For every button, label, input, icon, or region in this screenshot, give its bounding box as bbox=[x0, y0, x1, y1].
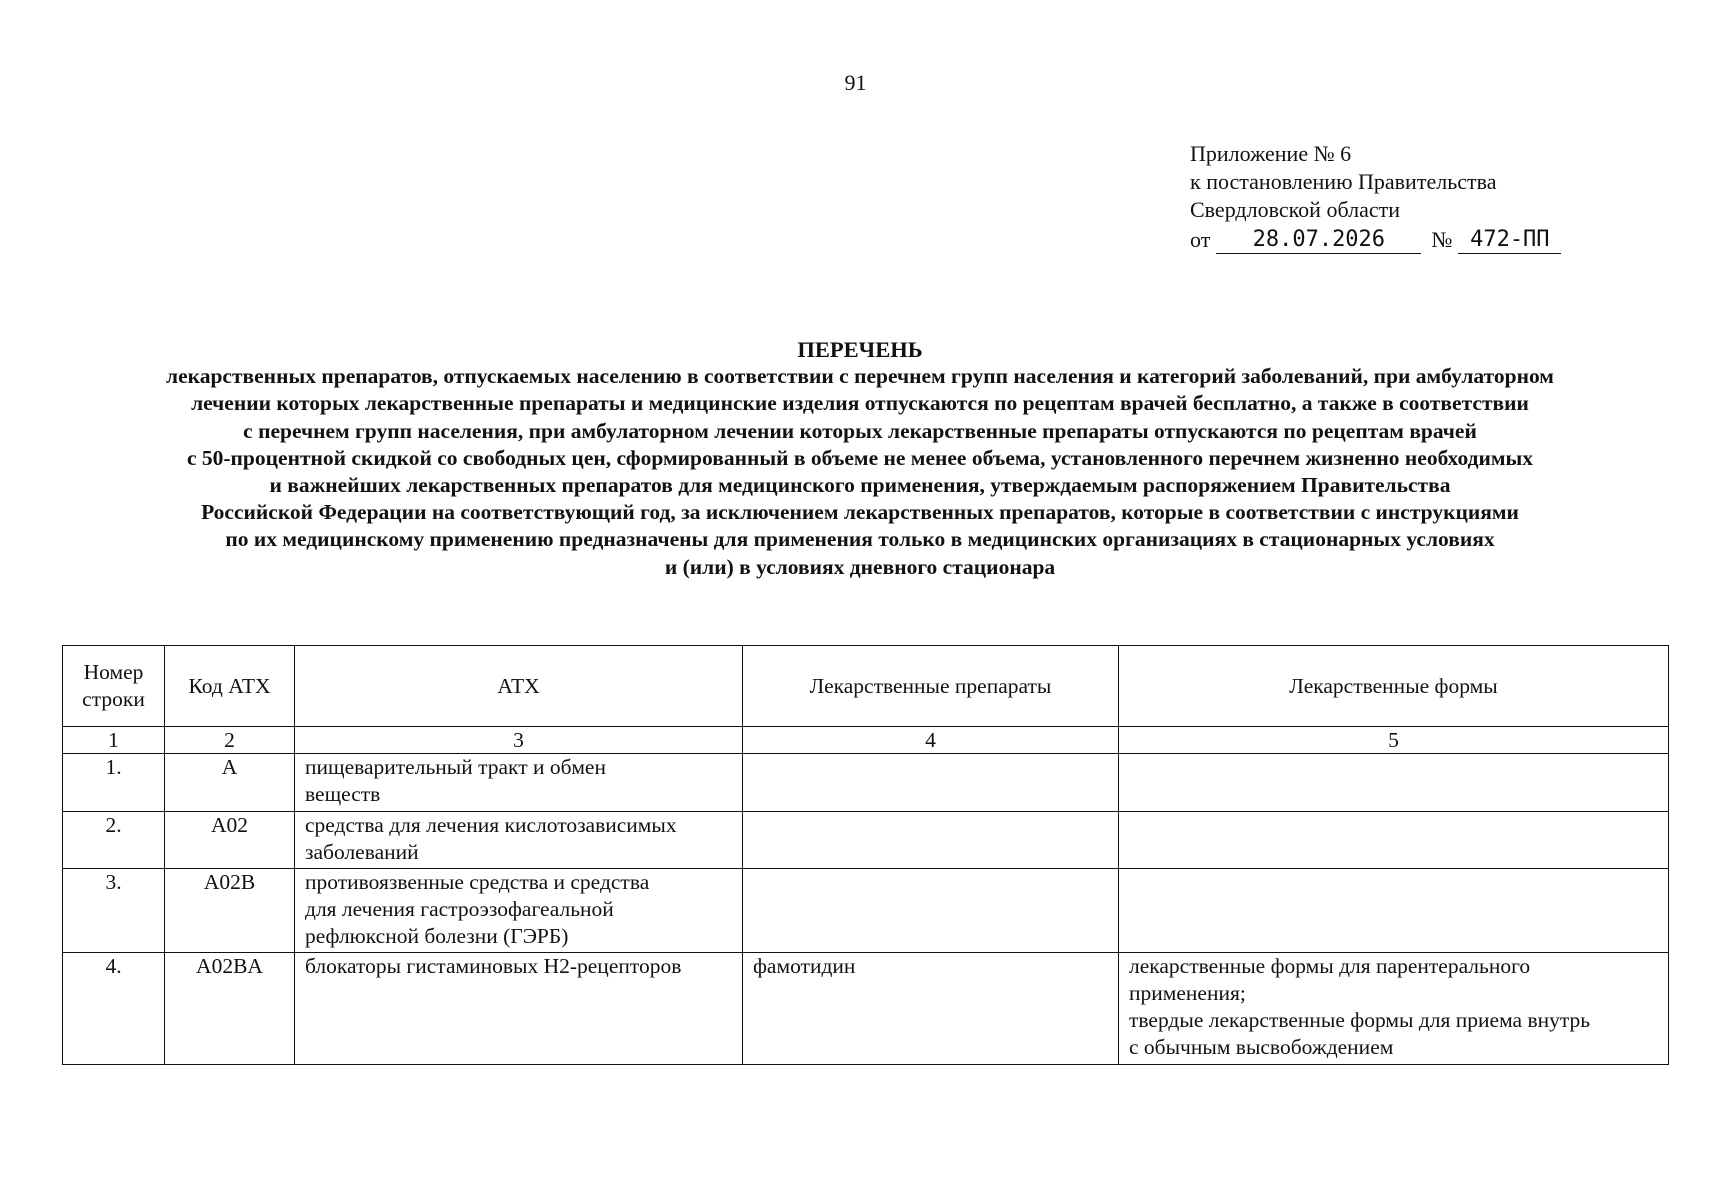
page-number: 91 bbox=[844, 70, 867, 95]
row-number: 3. bbox=[63, 869, 165, 953]
column-number: 3 bbox=[295, 727, 743, 754]
resolution-date: 28.07.2026 bbox=[1216, 227, 1421, 254]
column-number: 4 bbox=[743, 727, 1119, 754]
header-atc: АТХ bbox=[295, 646, 743, 727]
drug-list-table bbox=[62, 645, 1669, 1065]
drug-name: фамотидин bbox=[743, 953, 1119, 1065]
appendix-block bbox=[1190, 140, 1561, 254]
table-row bbox=[63, 869, 1669, 953]
drug-name bbox=[743, 754, 1119, 812]
column-number: 1 bbox=[63, 727, 165, 754]
column-number: 2 bbox=[165, 727, 295, 754]
atc-code: A02B bbox=[165, 869, 295, 953]
row-number: 2. bbox=[63, 812, 165, 869]
drug-forms bbox=[1119, 812, 1669, 869]
title-line: и важнейших лекарственных препаратов для медицинского применения, утверждаемым распоряжением Правительства bbox=[269, 473, 1451, 498]
header-atc-code: Код АТХ bbox=[165, 646, 295, 727]
document-title bbox=[40, 336, 1680, 581]
header-drugs: Лекарственные препараты bbox=[743, 646, 1119, 727]
row-number: 4. bbox=[63, 953, 165, 1065]
title-line: лечении которых лекарственные препараты и медицинские изделия отпускаются по рецептам врачей бесплатно, а также в соответствии bbox=[191, 391, 1529, 416]
atc-code: A02 bbox=[165, 812, 295, 869]
column-number-row bbox=[63, 727, 1669, 754]
atc-description: пищеварительный тракт и обмен веществ bbox=[295, 754, 743, 812]
title-line: с 50-процентной скидкой со свободных цен, сформированный в объеме не менее объема, установленного перечнем жизненно необходимых bbox=[186, 445, 1534, 470]
title-line: лекарственных препаратов, отпускаемых населению в соответствии с перечнем групп населения и категорий заболеваний, при амбулаторном bbox=[166, 364, 1554, 389]
date-prefix: от bbox=[1190, 227, 1211, 252]
drug-forms bbox=[1119, 754, 1669, 812]
appendix-region: Свердловской области bbox=[1190, 197, 1400, 222]
atc-description: блокаторы гистаминовых H2-рецепторов bbox=[295, 953, 743, 1065]
header-row-number: Номер строки bbox=[63, 646, 165, 727]
title-line: с перечнем групп населения, при амбулаторном лечении которых лекарственные препараты отпускаются по рецептам врачей bbox=[243, 418, 1477, 443]
drug-forms bbox=[1119, 869, 1669, 953]
drug-name bbox=[743, 812, 1119, 869]
resolution-number: 472-ПП bbox=[1458, 227, 1561, 254]
table-row bbox=[63, 754, 1669, 812]
row-number: 1. bbox=[63, 754, 165, 812]
header-forms: Лекарственные формы bbox=[1119, 646, 1669, 727]
atc-description: средства для лечения кислотозависимых заболеваний bbox=[295, 812, 743, 869]
atc-code: A02BA bbox=[165, 953, 295, 1065]
number-sign: № bbox=[1431, 227, 1453, 252]
appendix-reference: к постановлению Правительства bbox=[1190, 169, 1497, 194]
title-line: Российской Федерации на соответствующий год, за исключением лекарственных препаратов, которые в соответствии с инструкциями bbox=[201, 500, 1519, 525]
title-line: по их медицинскому применению предназначены для применения только в медицинских организациях в стационарных условиях bbox=[225, 527, 1495, 552]
appendix-date-line bbox=[1190, 226, 1561, 254]
drug-name bbox=[743, 869, 1119, 953]
table-header-row bbox=[63, 646, 1669, 727]
table-row bbox=[63, 953, 1669, 1065]
drug-forms: лекарственные формы для парентерального применения; твердые лекарственные формы для приема внутрь с обычным высвобождением bbox=[1119, 953, 1669, 1065]
table-row bbox=[63, 812, 1669, 869]
column-number: 5 bbox=[1119, 727, 1669, 754]
title-line: и (или) в условиях дневного стационара bbox=[664, 554, 1056, 579]
title-main: ПЕРЕЧЕНЬ bbox=[797, 337, 923, 362]
atc-description: противоязвенные средства и средства для лечения гастроэзофагеальной рефлюксной болезни (ГЭРБ) bbox=[295, 869, 743, 953]
appendix-title: Приложение № 6 bbox=[1190, 141, 1352, 166]
atc-code: A bbox=[165, 754, 295, 812]
